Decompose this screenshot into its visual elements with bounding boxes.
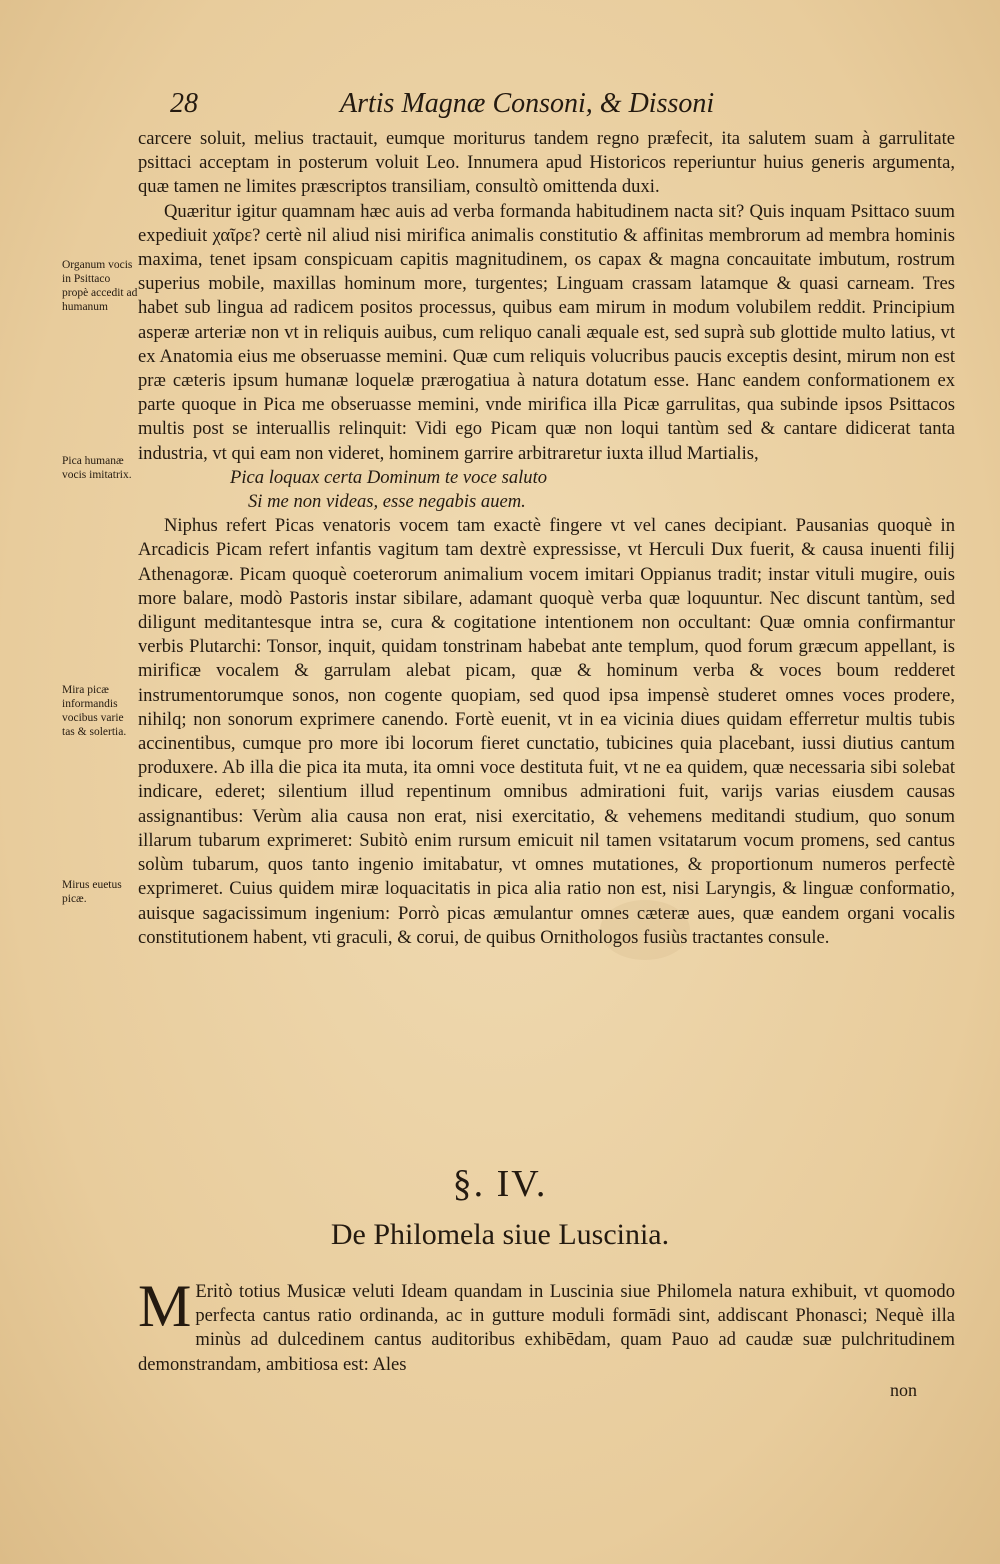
paragraph: Quæritur igitur quamnam hæc auis ad verba formanda habitudinem nacta sit? Quis inquam Psittaco suum expediuit χαῖρε? certè nil aliud nisi mirifica animalis constitutio & affinitas membrorum ad membra hominis maxima, tenet ipsam conspicuam capitis magnitudinem, os capax & magna concauitate imbutum, rostrum superius mobile, maxillas hominum more, turgentes; Linguam crassam latamque & quasi carneam. Tres habet sub lingua ad radicem positos processus, quibus eam mirum in modum volubilem reddit. Principium asperæ arteriæ non vt in reliquis auibus, cum reliquo canali æquale est, sed suprà sub glottide multo latius, vt ex Anatomia eius me obseruasse memini. Quæ cum reliquis volucribus paucis exceptis desint, mirum non est præ cæteris ipsum humanæ loquelæ prærogatiua à natura dotatum esse. Hanc eandem conformationem ex parte quoque in Pica me obseruasse memini, vnde mirifica illa Picæ garrulitas, qua subinde ipsos Psittacos multis post se interuallis relinquit: Vidi ego Picam quæ non loqui tantùm sed & cantare didicerat tanta industria, vt qui eam non videret, hominem garrire arbitraretur iuxta illud Martialis,	[138, 200, 955, 464]
running-title: Artis Magnæ Consoni, & Dissoni	[340, 88, 715, 119]
margin-note: Mira picæ informandis vocibus varie tas & solertia.	[62, 684, 127, 738]
section-number: §. IV.	[452, 1163, 548, 1205]
section-title: De Philomela siue Luscinia.	[330, 1218, 670, 1251]
margin-note: Organum vocis in Psittaco propè accedit ad humanum	[62, 259, 138, 313]
chapter-text	[138, 1273, 955, 1377]
main-text	[138, 127, 955, 950]
page-header	[170, 88, 770, 124]
margin-note: Pica humanæ vocis imitatrix.	[62, 455, 132, 481]
verse-line: Si me non videas, esse negabis auem.	[248, 491, 526, 513]
paragraph: Niphus refert Picas venatoris vocem tam exactè fingere vt vel canes decipiant. Pausanias quoquè in Arcadicis Picam refert infantis vagitum tam dextrè expressisse, vt Herculi Dux fuerit, & causa inuenti filij Athenagoræ. Picam quoquè coeterorum animalium vocem imitari Oppianus tradit; instar vituli mugire, ouis more balare, modò Pastoris instar sibilare, adamant quoquè verba quæ loquuntur. Nec discunt tantùm, sed diligunt meditantesque intra se, cura & cogitatione intentionem non occultant: Quæ omnia confirmantur verbis Plutarchi: Tonsor, inquit, quidam tonstrinam habebat ante templum, quod forum græcum appellant, is mirificæ vocalem & garrulam alebat picam, quæ & hominum verba & voces boum redderet instrumentorumque sonos, non cogente quopiam, sed quod ipsa impensè studeret omnes voces prodere, nihilq; non sonorum exprimere canendo. Fortè euenit, vt in ea vicinia diues quidam efferretur multis tubis accinentibus, cumque pro more ibi locorum fieret cunctatio, tubicines quia placebant, iussi diutius cantum produxere. Ab illa die pica ita muta, ita omni voce destituta fuit, vt ne ea quidem, quæ necessaria sibi solebat indicare, ederet; silentium illud repentinum omnibus admirationi fuit, varijs varias eiusdem causas assignantibus: Verùm alia causa non erat, nisi exercitatio, & vehemens meditandi studium, quo sonum illarum tubarum exprimeret: Subitò enim rursum emicuit nil tamen vsitatarum vocum promens, sed cantus solùm tubarum, quos tanto ingenio imitabatur, vt omnes mutationes, & proportionum numeros perfectè exprimeret. Cuius quidem miræ loquacitatis in pica alia ratio non est, nisi Laryngis, & linguæ conformatio, auisque sagacissimum ingenium: Porrò picas æmulantur omnes cæteræ aues, quæ eandem organi vocalis constitutionem habent, vti graculi, & corui, de quibus Ornithologos fusiùs tractantes consule.	[138, 515, 955, 948]
paragraph: carcere soluit, melius tractauit, eumque moriturus tandem regno præfecit, ita salutem suam à garrulitate psittaci acceptam in posterum voluit Leo. Innumera apud Historicos reperiuntur huius generis argumenta, quæ tamen ne limites præscriptos transiliam, consultò omittenda duxi.	[138, 128, 955, 198]
margin-note: Mirus euetus picæ.	[62, 879, 122, 905]
paragraph: Eritò totius Musicæ veluti Ideam quandam in Luscinia siue Philomela natura exhibuit, vt quomodo perfecta cantus ratio ordinanda, ac in gutture moduli formādi sint, addiscant Phonasci; Nequè illa minùs ad dulcedinem cantus auditoribus exhibēdam, quam Pauo ad caudæ suæ pulchritudinem demonstrandam, ambitiosa est: Ales	[138, 1281, 955, 1375]
drop-cap: M	[138, 1273, 192, 1339]
catchword: non	[890, 1380, 917, 1400]
verse-line: Pica loquax certa Dominum te voce saluto	[230, 466, 548, 488]
page-number: 28	[170, 88, 198, 119]
